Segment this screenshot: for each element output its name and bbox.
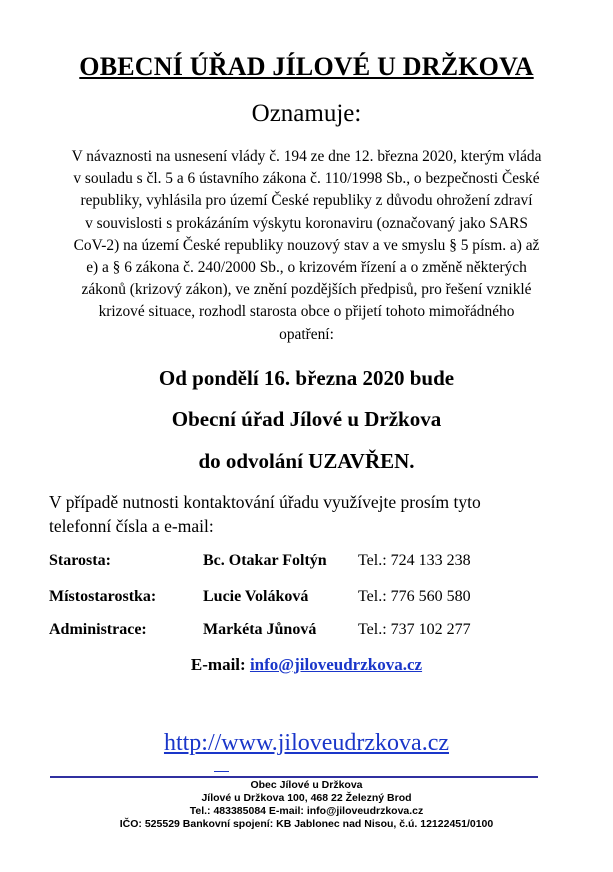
notice-line: CoV-2) na území České republiky nouzový stav a ve smyslu § 5 písm. a) až (73, 236, 540, 254)
footer-line: IČO: 525529 Bankovní spojení: KB Jablonec nad Nisou, č.ú. 12122451/0100 (119, 818, 494, 830)
contact-intro (49, 490, 589, 538)
link-underline-fragment (214, 771, 229, 772)
footer-line: Obec Jílové u Držkova (250, 779, 363, 791)
notice-line: e) a § 6 zákona č. 240/2000 Sb., o krizovém řízení a o změně některých (86, 259, 527, 277)
announcement-office: Obecní úřad Jílové u Držkova (171, 407, 442, 431)
contact-intro-line: V případě nutnosti kontaktování úřadu využívejte prosím tyto (49, 492, 481, 512)
email-label: E-mail: (190, 655, 246, 674)
notice-line: republiky, vyhlásila pro území České republiky z důvodu ohrožení zdraví (80, 192, 533, 210)
notice-line: V návaznosti na usnesení vlády č. 194 ze dne 12. března 2020, kterým vláda (71, 148, 542, 165)
announcement-closed: do odvolání UZAVŘEN. (198, 449, 415, 473)
announcement-date: Od pondělí 16. března 2020 bude (158, 366, 455, 390)
notice-line: v souladu s čl. 5 a 6 ústavního zákona č. 110/1998 Sb., o bezpečnosti České (73, 170, 540, 188)
contact-role: Starosta: (49, 552, 111, 569)
notice-line: opatření: (279, 325, 334, 343)
email-line (0, 655, 613, 675)
footer-line: Tel.: 483385084 E-mail: info@jiloveudrzkova.cz (189, 805, 424, 817)
contact-row-starosta (0, 552, 613, 576)
website-link[interactable]: http://www.jiloveudrzkova.cz (163, 730, 450, 756)
footer-line: Jílové u Držkova 100, 468 22 Železný Brod (201, 792, 412, 804)
notice-line: krizové situace, rozhodl starosta obce o přijetí tohoto mimořádného (98, 303, 515, 321)
page-title: OBECNÍ ÚŘAD JÍLOVÉ U DRŽKOVA (79, 52, 534, 81)
notice-line: v souvislosti s prokázáním výskytu koronaviru (označovaný jako SARS (85, 214, 528, 232)
contact-role: Místostarostka: (49, 588, 157, 605)
contact-phone: Tel.: 776 560 580 (358, 588, 471, 605)
contact-role: Administrace: (49, 621, 147, 638)
contact-name: Bc. Otakar Foltýn (203, 552, 327, 569)
contact-phone: Tel.: 737 102 277 (358, 621, 471, 638)
footer-divider (50, 776, 538, 778)
contact-intro-line: telefonní čísla a e-mail: (49, 516, 214, 536)
contact-row-mistostarostka (0, 588, 613, 612)
notice-body (44, 146, 569, 346)
notice-line: zákonů (krizový zákon), ve znění pozdějších předpisů, pro řešení vzniklé (81, 281, 532, 299)
contact-name: Markéta Jůnová (203, 621, 317, 638)
contact-name: Lucie Voláková (203, 588, 309, 605)
page-subtitle: Oznamuje: (251, 100, 362, 127)
contact-row-administrace (0, 621, 613, 645)
contact-phone: Tel.: 724 133 238 (358, 552, 471, 569)
email-link[interactable]: info@jiloveudrzkova.cz (249, 655, 423, 674)
